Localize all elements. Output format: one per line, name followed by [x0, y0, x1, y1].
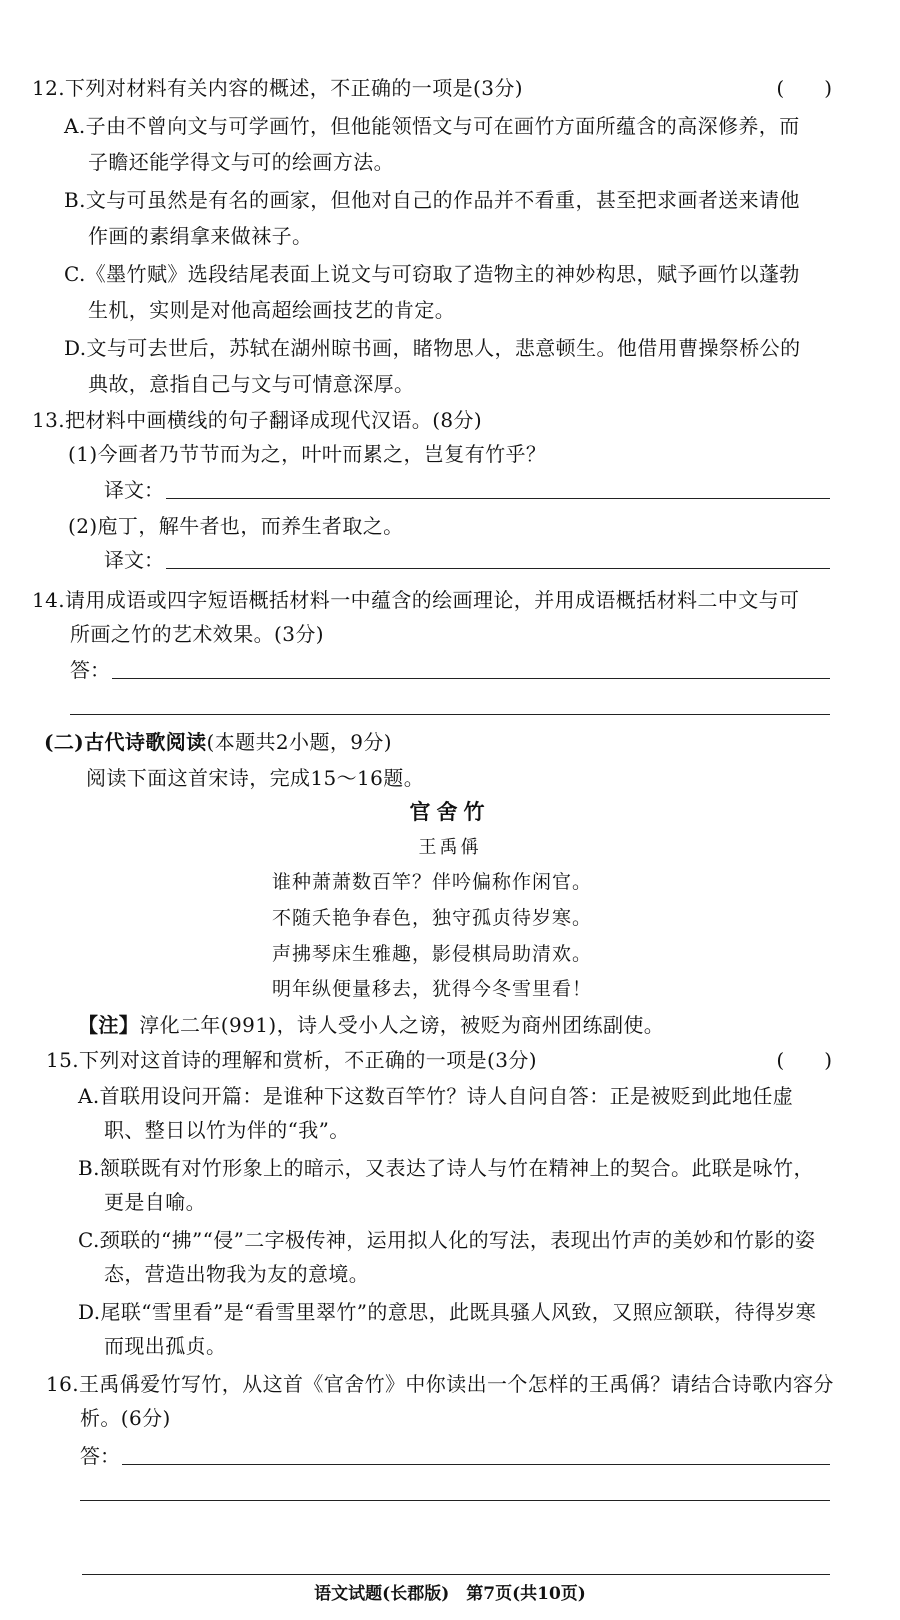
q16-answer-row[interactable] — [80, 1442, 830, 1470]
q13-answer-row-1[interactable] — [104, 476, 830, 504]
section-intro: 阅读下面这首宋诗，完成15～16题。 — [86, 766, 425, 790]
q14-stem: 14.请用成语或四字短语概括材料一中蕴含的绘画理论，并用成语概括材料二中文与可 — [32, 588, 800, 612]
q13-answer-row-2[interactable] — [104, 546, 830, 574]
q15-option-a-cont: 职、整日以竹为伴的“我”。 — [104, 1118, 350, 1142]
q12-option-c-cont: 生机，实则是对他高超绘画技艺的肯定。 — [88, 298, 456, 322]
q16-answer-line-1[interactable] — [122, 1464, 830, 1465]
q14-answer-line-1[interactable] — [112, 678, 830, 679]
q12-stem: 12.下列对材料有关内容的概述，不正确的一项是(3分) — [32, 76, 523, 100]
q13-answer-line-2[interactable] — [166, 568, 830, 569]
q15-option-d: D.尾联“雪里看”是“看雪里翠竹”的意思，此既具骚人风致，又照应颔联，待得岁寒 — [78, 1300, 817, 1324]
q14-answer-line-2[interactable] — [70, 714, 830, 715]
q15-option-b-cont: 更是自喻。 — [104, 1190, 206, 1214]
poem-author: 王禹偁 — [418, 837, 482, 858]
q12-option-d: D.文与可去世后，苏轼在湖州晾书画，睹物思人，悲意顿生。他借用曹操祭桥公的 — [64, 336, 801, 360]
q16-stem: 16.王禹偁爱竹写竹，从这首《官舍竹》中你读出一个怎样的王禹偁？请结合诗歌内容分 — [46, 1372, 834, 1396]
q14-answer-label: 答： — [70, 658, 110, 682]
q12-option-a: A.子由不曾向文与可学画竹，但他能领悟文与可在画竹方面所蕴含的高深修养，而 — [64, 114, 800, 138]
poem-note-tag: 【注】 — [78, 1013, 140, 1037]
poem-line-3: 声拂琴床生雅趣，影侵棋局助清欢。 — [272, 943, 593, 965]
footer-divider — [82, 1574, 830, 1575]
q13-translation-label-1: 译文： — [104, 478, 164, 502]
page-footer: 语文试题(长郡版) 第7页(共10页) — [314, 1584, 586, 1604]
q15-option-c-cont: 态，营造出物我为友的意境。 — [104, 1262, 370, 1286]
q13-answer-line-1[interactable] — [166, 498, 830, 499]
poem-title: 官舍竹 — [409, 799, 491, 824]
q16-answer-label: 答： — [80, 1444, 120, 1468]
q13-sentence-2: (2)庖丁，解牛者也，而养生者取之。 — [68, 514, 404, 538]
section-heading — [44, 728, 392, 756]
poem-note-text: 淳化二年(991)，诗人受小人之谤，被贬为商州团练副使。 — [139, 1013, 665, 1037]
q15-answer-bracket: ( ) — [776, 1048, 832, 1072]
q16-answer-line-2[interactable] — [80, 1500, 830, 1501]
q15-option-b: B.颔联既有对竹形象上的暗示，又表达了诗人与竹在精神上的契合。此联是咏竹， — [78, 1156, 814, 1180]
q12-answer-bracket: ( ) — [776, 76, 832, 100]
q13-translation-label-2: 译文： — [104, 548, 164, 572]
q14-answer-row[interactable] — [70, 656, 830, 684]
q13-sentence-1: (1)今画者乃节节而为之，叶叶而累之，岂复有竹乎？ — [68, 442, 547, 466]
q13-stem: 13.把材料中画横线的句子翻译成现代汉语。(8分) — [32, 408, 483, 432]
q12-option-d-cont: 典故，意指自己与文与可情意深厚。 — [88, 372, 415, 396]
poem-line-4: 明年纵便量移去，犹得今冬雪里看！ — [272, 978, 593, 1000]
poem-line-2: 不随夭艳争春色，独守孤贞待岁寒。 — [272, 907, 593, 929]
q12-option-b: B.文与可虽然是有名的画家，但他对自己的作品并不看重，甚至把求画者送来请他 — [64, 188, 800, 212]
q12-option-b-cont: 作画的素绢拿来做袜子。 — [88, 224, 313, 248]
q12-option-c: C.《墨竹赋》选段结尾表面上说文与可窃取了造物主的神妙构思，赋予画竹以蓬勃 — [64, 262, 800, 286]
poem-line-1: 谁种萧萧数百竿？伴吟偏称作闲官。 — [272, 871, 593, 893]
poem-note — [78, 1011, 664, 1039]
q15-option-d-cont: 而现出孤贞。 — [104, 1334, 227, 1358]
q15-option-c: C.颈联的“拂”“侵”二字极传神，运用拟人化的写法，表现出竹声的美妙和竹影的姿 — [78, 1228, 816, 1252]
section-note: (本题共2小题，9分) — [206, 730, 392, 754]
section-title: (二)古代诗歌阅读 — [44, 730, 207, 754]
q12-option-a-cont: 子瞻还能学得文与可的绘画方法。 — [88, 150, 394, 174]
q16-stem-cont: 析。(6分) — [80, 1406, 171, 1430]
q15-option-a: A.首联用设问开篇：是谁种下这数百竿竹？诗人自问自答：正是被贬到此地任虚 — [78, 1084, 794, 1108]
q14-stem-cont: 所画之竹的艺术效果。(3分) — [70, 622, 324, 646]
q15-stem: 15.下列对这首诗的理解和赏析，不正确的一项是(3分) — [46, 1048, 537, 1072]
